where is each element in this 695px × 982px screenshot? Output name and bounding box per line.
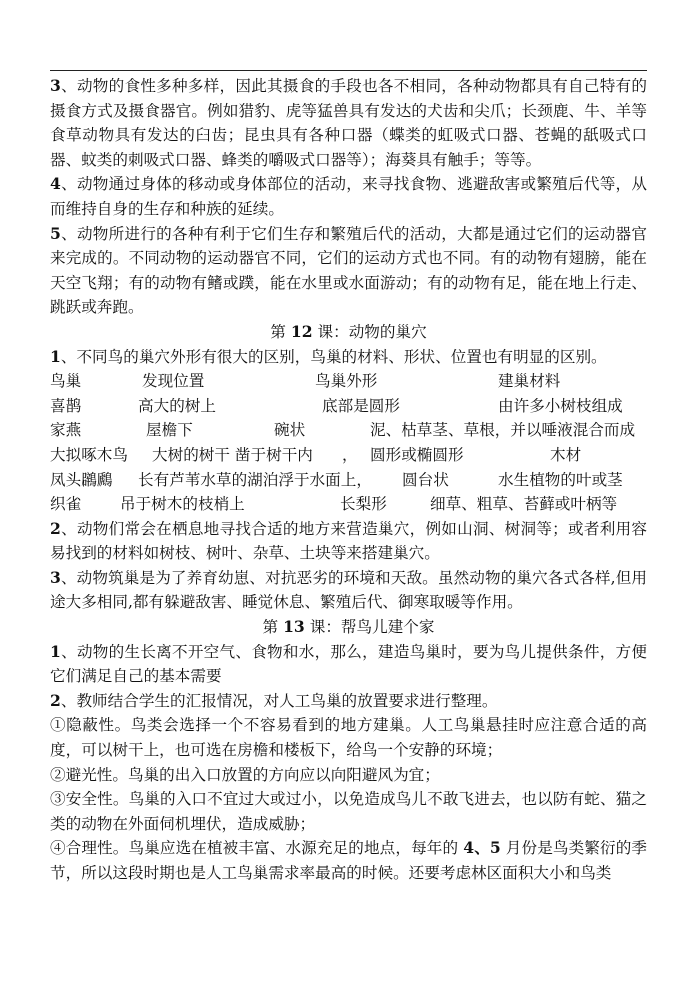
lesson-13-point-2 — [50, 689, 647, 714]
paragraph-5 — [50, 222, 647, 320]
table-cell: 发现位置 — [142, 372, 205, 391]
table-cell: 底部是圆形 — [322, 396, 400, 415]
table-row — [50, 394, 647, 419]
item-number: 2 — [50, 690, 61, 710]
table-cell: 长梨形 — [340, 495, 387, 514]
lesson-12-point-2 — [50, 517, 647, 566]
item-number: 5 — [50, 223, 61, 243]
nest-table-header-row — [50, 369, 647, 394]
lesson-13-point-1 — [50, 640, 647, 689]
table-cell: 家燕 — [50, 421, 82, 440]
lesson-12-point-3 — [50, 566, 647, 615]
table-cell: 由许多小树枝组成 — [498, 396, 623, 415]
criterion-reasonableness: ④合理性。鸟巢应选在植被丰富、水源充足的地点，每年的 4、5 月份是鸟类繁衍的季节，所以这段时期也是人工鸟巢需求率最高的时候。还要考虑林区面积大小和鸟类 — [50, 838, 647, 882]
table-row — [50, 468, 647, 493]
nest-table — [50, 369, 647, 517]
table-cell: 凤头鸊鷉 — [50, 470, 113, 489]
table-cell: 屋檐下 — [146, 421, 193, 440]
table-cell: 高大的树上 — [138, 396, 216, 415]
item-number: 3 — [50, 567, 61, 587]
paragraph-3 — [50, 74, 647, 172]
table-cell: 鸟巢 — [50, 372, 82, 391]
table-cell: 碗状 — [274, 421, 306, 440]
table-cell: 吊于树木的枝梢上 — [120, 495, 245, 514]
paragraph-4 — [50, 172, 647, 221]
table-cell: 泥、枯草茎、草根，并以唾液混合而成 — [370, 421, 636, 440]
item-number: 4 — [50, 174, 61, 194]
table-cell: 大拟啄木鸟 — [50, 445, 128, 464]
paragraph-text: 、不同鸟的巢穴外形有很大的区别，鸟巢的材料、形状、位置也有明显的区别。 — [60, 347, 607, 366]
lesson-13-heading: 第 13 课：帮鸟儿建个家 — [262, 617, 435, 637]
criterion-light: ②避光性。鸟巢的出入口放置的方向应以向阳避风为宜； — [50, 765, 440, 784]
paragraph-text: 、动物所进行的各种有利于它们生存和繁殖后代的活动，大都是通过它们的运动器官来完成的。不同动物的运动器官不同，它们的运动方式也不同。有的动物有翅膀，能在天空飞翔；有的动物有鳍或蹼，能在水里或水面游动；有的动物有足，能在地上行走、跳跃或奔跑。 — [50, 224, 647, 317]
item-number: 1 — [50, 641, 61, 661]
table-cell: 长有芦苇水草的湖泊浮于水面上， — [138, 470, 372, 489]
lesson-12-point-1 — [50, 345, 647, 370]
item-number: 1 — [50, 346, 61, 366]
table-cell: 建巢材料 — [498, 372, 561, 391]
criterion-safety: ③安全性。鸟巢的入口不宜过大或过小，以免造成鸟儿不敢飞进去，也以防有蛇、猫之类的动物在外面伺机埋伏，造成威胁； — [50, 790, 647, 833]
table-cell: 圆形或椭圆形 — [370, 445, 464, 464]
table-cell: 鸟巢外形 — [315, 372, 378, 391]
table-row — [50, 418, 647, 443]
criterion-concealment: ①隐蔽性。鸟类会选择一个不容易看到的地方建巢。人工鸟巢悬挂时应注意合适的高度，可以树干上，也可选在房檐和楼板下，给鸟一个安静的环境； — [50, 716, 647, 760]
paragraph-text: 、动物的生长离不开空气、食物和水，那么，建造鸟巢时，要为鸟儿提供条件，方便它们满足自己的基本需要 — [50, 642, 647, 686]
table-cell: 喜鹊 — [50, 396, 82, 415]
paragraph-text: 、动物筑巢是为了养育幼崽、对抗恶劣的环境和天敌。虽然动物的巢穴各式各样,但用途大多相同,都有躲避敌害、睡觉休息、繁殖后代、御寒取暖等作用。 — [50, 568, 647, 612]
table-cell: 细草、粗草、苔藓或叶柄等 — [430, 495, 618, 514]
document-body — [50, 74, 647, 886]
paragraph-text: 、教师结合学生的汇报情况，对人工鸟巢的放置要求进行整理。 — [60, 691, 498, 710]
item-number: 2 — [50, 518, 61, 538]
table-cell: 木材 — [550, 445, 582, 464]
table-cell: 水生植物的叶或茎 — [498, 470, 623, 489]
table-row — [50, 492, 647, 517]
paragraph-text: 、动物们常会在栖息地寻找合适的地方来营造巢穴，例如山洞、树洞等；或者利用容易找到的材料如树枝、树叶、杂草、土块等来搭建巢穴。 — [50, 519, 647, 563]
table-cell: 织雀 — [50, 495, 82, 514]
paragraph-text: 、动物通过身体的移动或身体部位的活动，来寻找食物、逃避敌害或繁殖后代等，从而维持自身的生存和种族的延续。 — [50, 175, 647, 218]
header-rule — [50, 70, 647, 71]
item-number: 3 — [50, 76, 61, 95]
table-cell: ， — [342, 445, 358, 464]
paragraph-text: 、动物的食性多种多样，因此其摄食的手段也各不相同，各种动物都具有自己特有的摄食方式及摄食器官。例如猎豹、虎等猛兽具有发达的犬齿和尖爪；长颈鹿、牛、羊等食草动物具有发达的臼齿；昆虫具有各种口器（蝶类的虹吸式口器、苍蝇的舐吸式口器、蚊类的刺吸式口器、蜂类的嚼吸式口器等）；海葵具有触手；等等。 — [50, 77, 647, 169]
table-row — [50, 443, 647, 468]
table-cell: 圆台状 — [402, 470, 449, 489]
lesson-12-heading: 第 12 课：动物的巢穴 — [270, 321, 427, 341]
table-cell: 大树的树干 凿于树干内 — [152, 445, 313, 464]
